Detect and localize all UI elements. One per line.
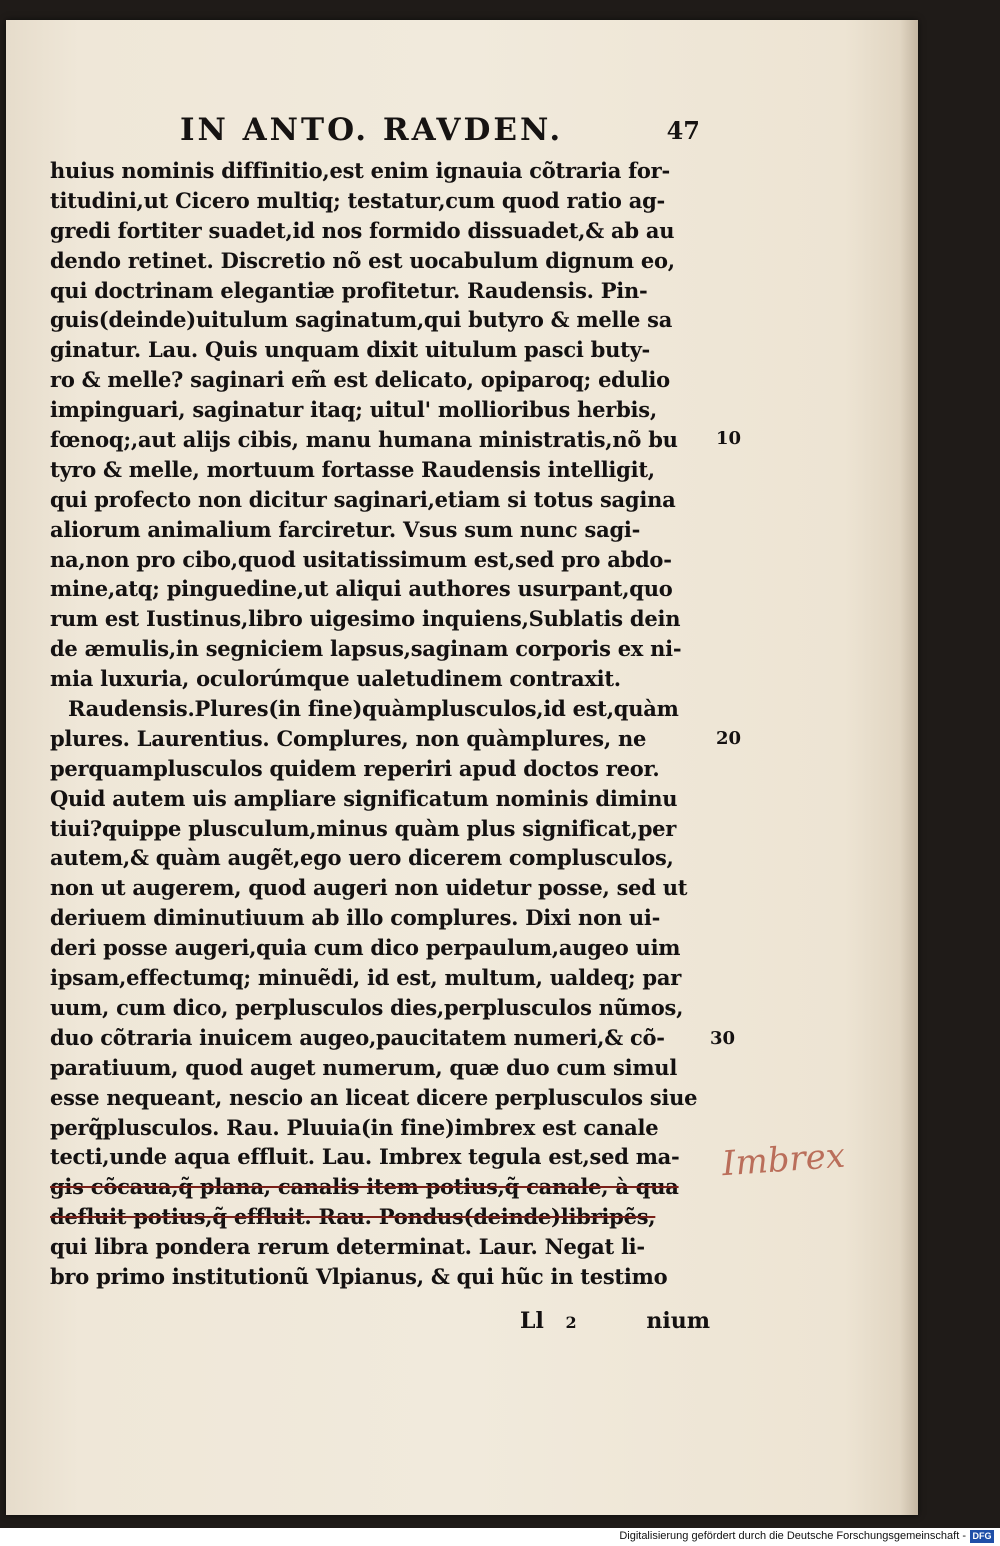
text-line: autem,& quàm augẽt,ego uero dicerem complusculos, [50, 845, 674, 871]
text-line: bro primo institutionũ Vlpianus, & qui hũc in testimo [50, 1263, 668, 1289]
signature-mark: Ll [520, 1308, 544, 1334]
text-line: Quid autem uis ampliare significatum nominis diminu [50, 785, 678, 811]
text-line: tyro & melle, mortuum fortasse Raudensis intelligit, [50, 456, 655, 482]
text-line: paratiuum, quod auget numerum, quæ duo cum simul [50, 1054, 678, 1080]
text-line: deriuem diminutiuum ab illo complures. Dixi non ui- [50, 905, 661, 931]
text-line: gredi fortiter suadet,id nos formido dissuadet,& ab au [50, 217, 675, 243]
catchword: nium [646, 1308, 710, 1334]
text-line: aliorum animalium farciretur. Vsus sum nunc sagi- [50, 516, 641, 542]
text-line: tecti,unde aqua effluit. Lau. Imbrex tegula est,sed ma- [50, 1144, 680, 1170]
text-line: deri posse augeri,quia cum dico perpaulum,augeo uim [50, 935, 681, 961]
margin-line-number: 20 [716, 728, 742, 749]
dfg-logo-icon: DFG [970, 1530, 994, 1543]
body-text [50, 156, 710, 1292]
text-line: impinguari, saginatur itaq; uitul' mollioribus herbis, [50, 397, 657, 423]
text-line: defluit potius,q̃ effluit. Rau. Pondus(deinde)libripẽs, [50, 1204, 656, 1230]
signature-line [520, 1308, 710, 1334]
text-line: na,non pro cibo,quod usitatissimum est,sed pro abdo- [50, 546, 672, 572]
text-line: ro & melle? saginari em̃ est delicato, opiparoq; edulio [50, 367, 670, 393]
text-line: esse nequeant, nescio an liceat dicere perplusculos siue [50, 1084, 698, 1110]
text-line: dendo retinet. Discretio nõ est uocabulum dignum eo, [50, 247, 675, 273]
text-line: perquamplusculos quidem reperiri apud doctos reor. [50, 755, 660, 781]
running-head: IN ANTO. RAVDEN. [180, 112, 564, 148]
text-line: qui libra pondera rerum determinat. Laur. Negat li- [50, 1234, 645, 1260]
text-line: non ut augerem, quod augeri non uidetur posse, sed ut [50, 875, 688, 901]
text-line: uum, cum dico, perplusculos dies,perplusculos nũmos, [50, 994, 684, 1020]
text-line: rum est Iustinus,libro uigesimo inquiens,Sublatis dein [50, 606, 681, 632]
text-line: ginatur. Lau. Quis unquam dixit uitulum pasci buty- [50, 337, 650, 363]
text-line: qui profecto non dicitur saginari,etiam si totus sagina [50, 486, 676, 512]
margin-line-number: 30 [710, 1028, 736, 1049]
text-line: ipsam,effectumq; minuẽdi, id est, multum, ualdeq; par [50, 965, 682, 991]
text-line: titudini,ut Cicero multiq; testatur,cum quod ratio ag- [50, 187, 665, 213]
text-line: de æmulis,in segniciem lapsus,saginam corporis ex ni- [50, 636, 682, 662]
text-line: plures. Laurentius. Complures, non quàmplures, ne [50, 725, 647, 751]
text-line: duo cõtraria inuicem augeo,paucitatem numeri,& cõ- [50, 1024, 665, 1050]
text-line: Raudensis.Plures(in fine)quàmplusculos,id est,quàm [68, 696, 679, 722]
text-line: fœnoq;,aut alijs cibis, manu humana ministratis,nõ bu [50, 427, 678, 453]
footer-bar [0, 1528, 1000, 1546]
text-line: mia luxuria, oculorúmque ualetudinem contraxit. [50, 666, 621, 692]
text-line: qui doctrinam elegantiæ profitetur. Raudensis. Pin- [50, 277, 648, 303]
signature-number: 2 [565, 1313, 577, 1332]
text-line: gis cõcaua,q̃ plana, canalis item potius,q̃ canale, à qua [50, 1174, 679, 1200]
text-line: huius nominis diffinitio,est enim ignauia cõtraria for- [50, 158, 670, 183]
handwritten-marginal-note: Imbrex [720, 1135, 847, 1185]
text-line: guis(deinde)uitulum saginatum,qui butyro & melle sa [50, 307, 673, 333]
margin-line-number: 10 [716, 428, 742, 449]
page-number: 47 [666, 116, 700, 145]
funding-notice: Digitalisierung gefördert durch die Deutsche Forschungsgemeinschaft - [619, 1530, 966, 1542]
text-line: mine,atq; pinguedine,ut aliqui authores usurpant,quo [50, 576, 673, 602]
page-header [180, 112, 700, 148]
text-line: tiui?quippe plusculum,minus quàm plus significat,per [50, 815, 677, 841]
text-line: perq̃plusculos. Rau. Pluuia(in fine)imbrex est canale [50, 1114, 659, 1140]
